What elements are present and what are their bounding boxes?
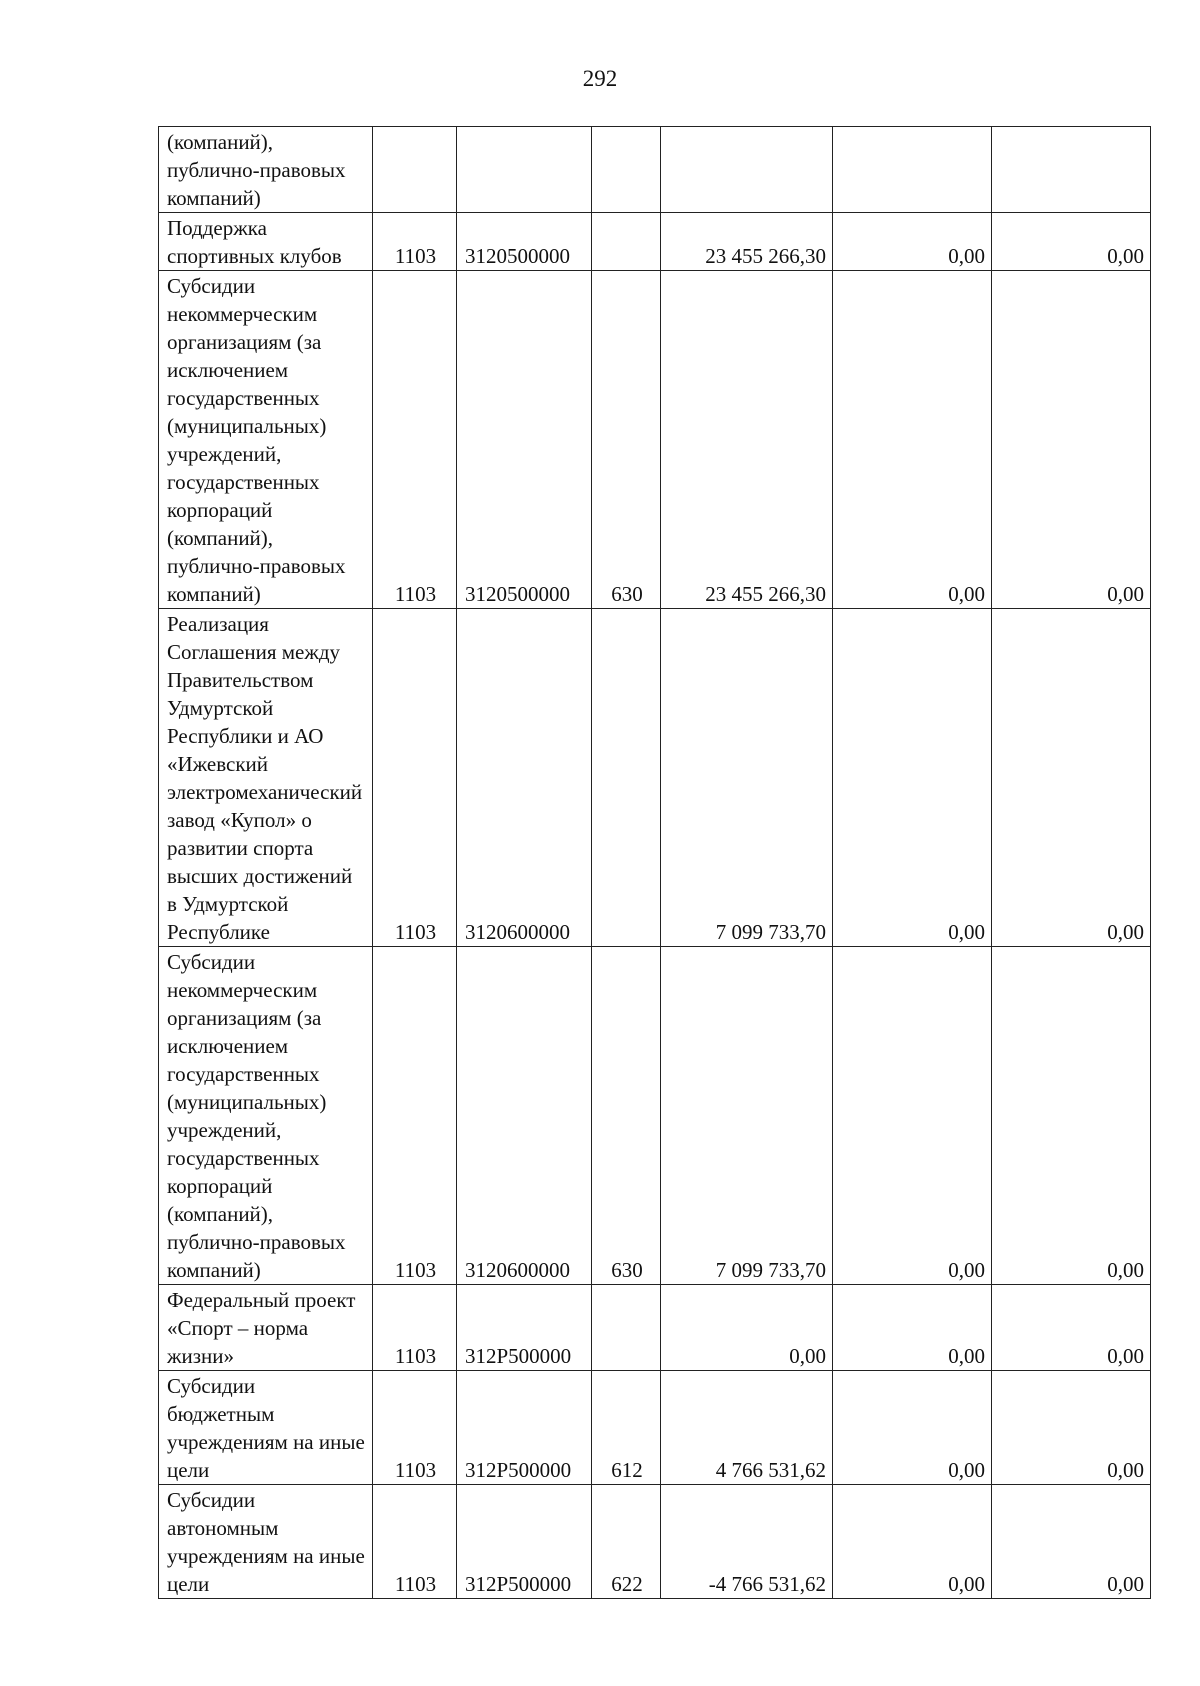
row-sum3-cell: 0,00 (992, 271, 1151, 609)
table-row (159, 127, 1151, 213)
table-row (159, 1371, 1151, 1485)
row-target-cell: 312P500000 (457, 1285, 592, 1371)
row-type-cell: 630 (592, 947, 661, 1285)
row-sum2-cell: 0,00 (833, 271, 992, 609)
row-name-cell: Поддержка спортивных клубов (159, 213, 373, 271)
row-sum2-cell (833, 127, 992, 213)
row-name-cell: (компаний), публично-правовых компаний) (159, 127, 373, 213)
row-name-cell: Субсидии бюджетным учреждениям на иные цели (159, 1371, 373, 1485)
row-sum1-cell: 7 099 733,70 (661, 609, 833, 947)
row-name-cell: Субсидии некоммерческим организациям (за исключением государственных (муниципальных) учреждений, государственных корпораций (компаний), публично-правовых компаний) (159, 271, 373, 609)
row-type-cell (592, 127, 661, 213)
row-type-cell: 622 (592, 1485, 661, 1599)
row-type-cell (592, 609, 661, 947)
row-sum3-cell: 0,00 (992, 213, 1151, 271)
row-sum1-cell: 23 455 266,30 (661, 213, 833, 271)
row-section-cell (373, 127, 457, 213)
row-sum3-cell (992, 127, 1151, 213)
row-section-cell: 1103 (373, 1285, 457, 1371)
row-sum2-cell: 0,00 (833, 213, 992, 271)
row-sum1-cell: 4 766 531,62 (661, 1371, 833, 1485)
table-row (159, 609, 1151, 947)
row-name-cell: Реализация Соглашения между Правительством Удмуртской Республики и АО «Ижевский электромеханический завод «Купол» о развитии спорта высших достижений в Удмуртской Республике (159, 609, 373, 947)
row-sum3-cell: 0,00 (992, 1371, 1151, 1485)
row-sum2-cell: 0,00 (833, 1485, 992, 1599)
row-section-cell: 1103 (373, 1371, 457, 1485)
row-sum2-cell: 0,00 (833, 1285, 992, 1371)
row-sum1-cell (661, 127, 833, 213)
row-type-cell: 630 (592, 271, 661, 609)
row-type-cell: 612 (592, 1371, 661, 1485)
row-target-cell: 3120500000 (457, 271, 592, 609)
row-target-cell (457, 127, 592, 213)
row-sum3-cell: 0,00 (992, 1285, 1151, 1371)
page-number: 292 (582, 66, 618, 91)
table-row (159, 1285, 1151, 1371)
row-type-cell (592, 213, 661, 271)
table-row (159, 1485, 1151, 1599)
row-type-cell (592, 1285, 661, 1371)
budget-table (158, 126, 1151, 1599)
row-name-cell: Федеральный проект «Спорт – норма жизни» (159, 1285, 373, 1371)
row-sum3-cell: 0,00 (992, 1485, 1151, 1599)
row-sum1-cell: 7 099 733,70 (661, 947, 833, 1285)
row-sum1-cell: 23 455 266,30 (661, 271, 833, 609)
row-sum2-cell: 0,00 (833, 947, 992, 1285)
row-target-cell: 3120600000 (457, 609, 592, 947)
row-name-cell: Субсидии некоммерческим организациям (за исключением государственных (муниципальных) учреждений, государственных корпораций (компаний), публично-правовых компаний) (159, 947, 373, 1285)
row-section-cell: 1103 (373, 1485, 457, 1599)
row-sum3-cell: 0,00 (992, 947, 1151, 1285)
row-section-cell: 1103 (373, 213, 457, 271)
budget-table-body (159, 127, 1151, 1599)
row-sum2-cell: 0,00 (833, 1371, 992, 1485)
row-section-cell: 1103 (373, 609, 457, 947)
row-section-cell: 1103 (373, 271, 457, 609)
row-sum1-cell: -4 766 531,62 (661, 1485, 833, 1599)
table-row (159, 947, 1151, 1285)
table-row (159, 271, 1151, 609)
row-target-cell: 3120500000 (457, 213, 592, 271)
row-sum3-cell: 0,00 (992, 609, 1151, 947)
row-name-cell: Субсидии автономным учреждениям на иные цели (159, 1485, 373, 1599)
row-sum1-cell: 0,00 (661, 1285, 833, 1371)
row-target-cell: 312P500000 (457, 1371, 592, 1485)
row-section-cell: 1103 (373, 947, 457, 1285)
row-sum2-cell: 0,00 (833, 609, 992, 947)
row-target-cell: 312P500000 (457, 1485, 592, 1599)
table-row (159, 213, 1151, 271)
row-target-cell: 3120600000 (457, 947, 592, 1285)
